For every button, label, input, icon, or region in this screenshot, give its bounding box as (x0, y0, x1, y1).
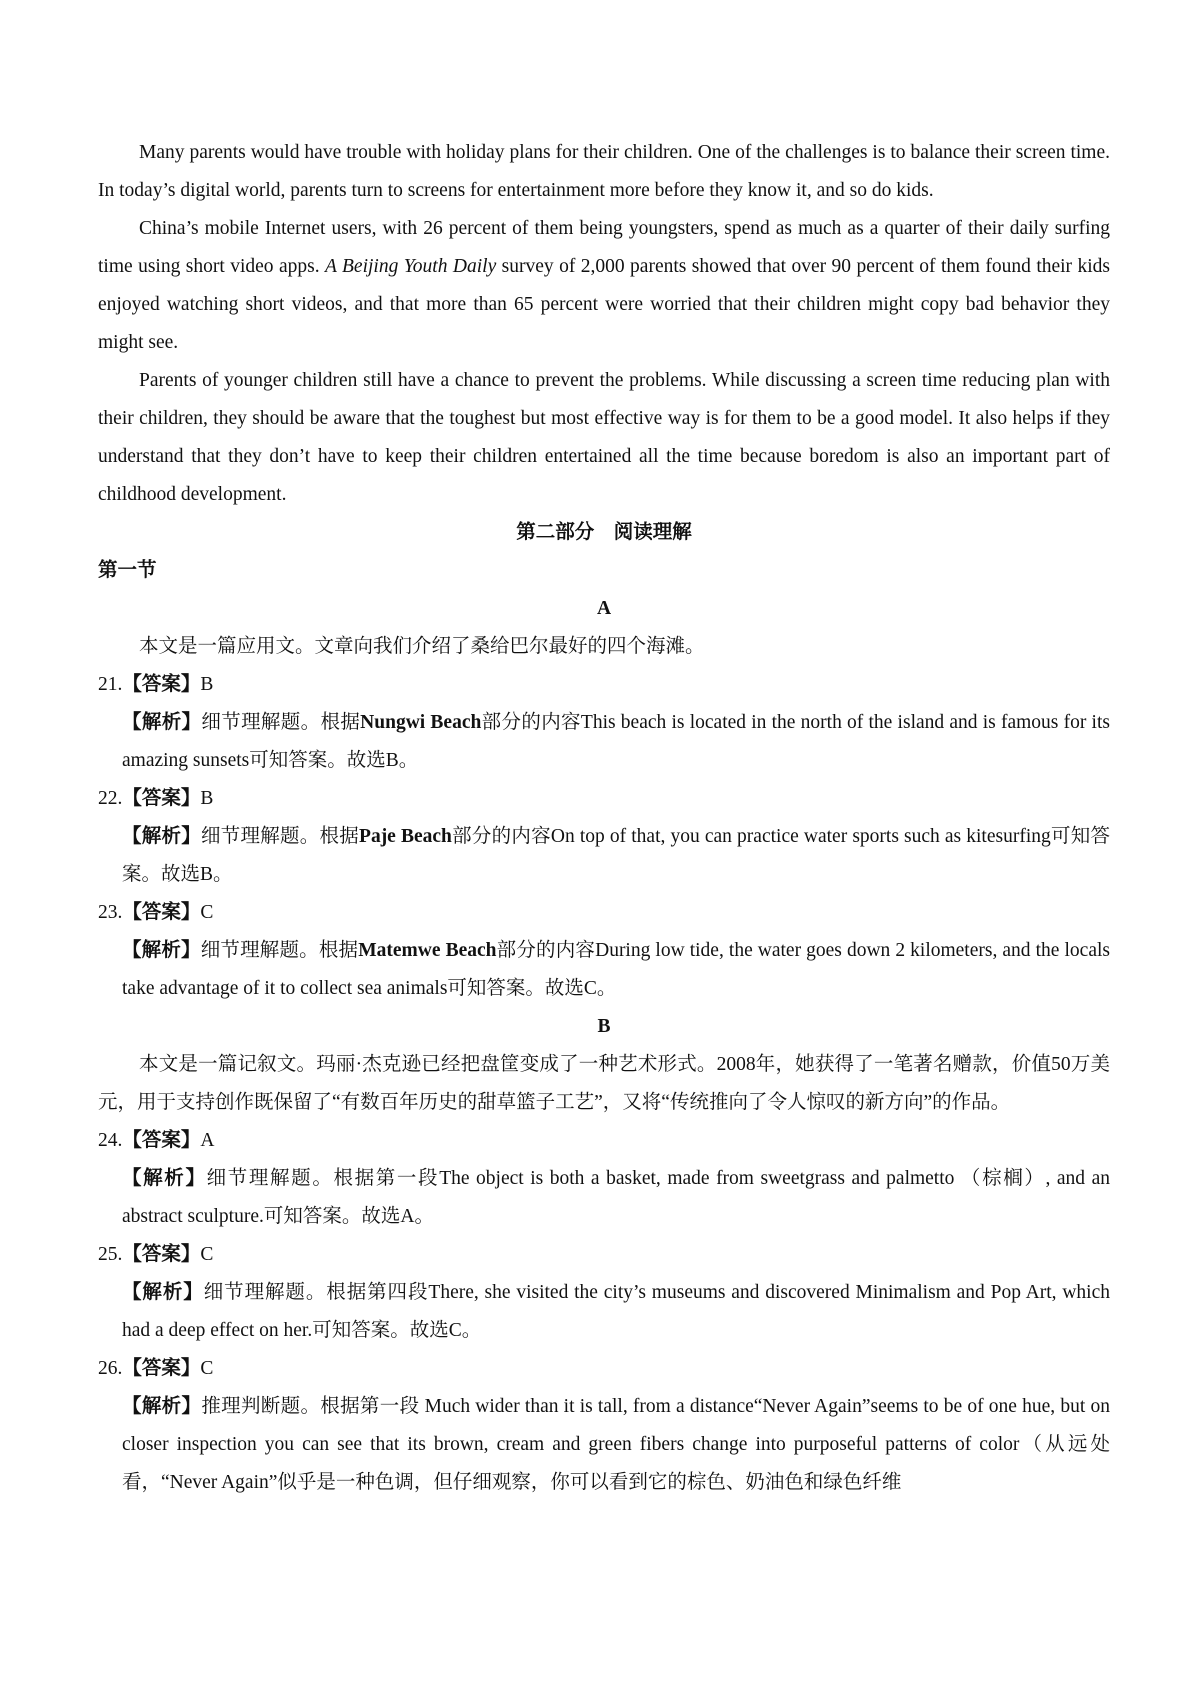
answer-value: C (200, 1358, 214, 1379)
explanation-tag: 【解析】 (122, 1282, 204, 1303)
answer-line-23 (98, 894, 1110, 932)
explanation-text-post: 部分的内容During low tide, the water goes down 2 kilometers, and the locals take advantage of it to collect sea animals可知答案。故选C。 (122, 940, 1110, 999)
answer-tag: 【答案】 (122, 902, 201, 923)
section-b-letter: B (597, 1016, 611, 1037)
explanation-text-pre: 细节理解题。根据 (201, 826, 360, 847)
passage-paragraph-2-text-a: China’s mobile Internet users, with 26 percent of them being youngsters, spend as much as a quarter of their daily surfing time using short video apps. (98, 218, 1110, 277)
answer-value: B (200, 674, 214, 695)
question-number: 26. (98, 1358, 123, 1379)
passage-paragraph-2 (98, 210, 1110, 362)
answer-tag: 【答案】 (122, 788, 201, 809)
section-b-intro: 本文是一篇记叙文。玛丽·杰克逊已经把盘筐变成了一种艺术形式。2008年，她获得了一笔著名赠款，价值50万美元，用于支持创作既保留了“有数百年历史的甜草篮子工艺”，又将“传统推向了令人惊叹的新方向”的作品。 (98, 1054, 1110, 1113)
explanation-text: 细节理解题。根据第四段There, she visited the city’s museums and discovered Minimalism and Pop Art, which had a deep effect on her.可知答案。故选C。 (122, 1282, 1110, 1341)
explanation-26 (98, 1388, 1110, 1502)
question-number: 23. (98, 902, 123, 923)
question-number: 25. (98, 1244, 123, 1265)
answer-value: C (200, 902, 214, 923)
section-title: 第一节 (98, 560, 157, 581)
answer-line-22 (98, 780, 1110, 818)
explanation-tag: 【解析】 (122, 1396, 202, 1417)
answer-value: B (200, 788, 214, 809)
explanation-22 (98, 818, 1110, 894)
explanation-text: 推理判断题。根据第一段 Much wider than it is tall, from a distance“Never Again”seems to be of one hue, but on closer inspection you can see that its brown, cream and green fibers change into purposeful patterns of color（从远处看，“Never Again”似乎是一种色调，但仔细观察，你可以看到它的棕色、奶油色和绿色纤维 (122, 1396, 1110, 1493)
answer-value: C (200, 1244, 214, 1265)
answer-tag: 【答案】 (122, 1130, 201, 1151)
explanation-text: 细节理解题。根据第一段The object is both a basket, made from sweetgrass and palmetto （棕榈）, and an abstract sculpture.可知答案。故选A。 (122, 1168, 1110, 1227)
answer-tag: 【答案】 (122, 1244, 201, 1265)
passage-paragraph-2-text-b: survey of 2,000 parents showed that over 90 percent of them found their kids enjoyed watching short videos, and that more than 65 percent were worried that their children might copy bad behavior they might see. (98, 256, 1110, 353)
answer-line-26 (98, 1350, 1110, 1388)
explanation-text-post: 部分的内容This beach is located in the north of the island and is famous for its amazing sunsets可知答案。故选B。 (122, 712, 1110, 771)
explanation-24 (98, 1160, 1110, 1236)
explanation-heading-ref: Nungwi Beach (360, 712, 482, 733)
answer-tag: 【答案】 (122, 1358, 201, 1379)
part-title: 第二部分 阅读理解 (516, 522, 692, 543)
explanation-text-pre: 细节理解题。根据 (200, 940, 359, 961)
section-a-letter: A (596, 598, 612, 619)
question-number: 22. (98, 788, 123, 809)
question-number: 24. (98, 1130, 123, 1151)
explanation-text-pre: 细节理解题。根据 (201, 712, 361, 733)
answer-tag: 【答案】 (122, 674, 201, 695)
answer-line-21 (98, 666, 1110, 704)
explanation-tag: 【解析】 (122, 940, 201, 961)
explanation-text-post: 部分的内容On top of that, you can practice water sports such as kitesurfing可知答案。故选B。 (122, 826, 1110, 885)
passage-paragraph-1: Many parents would have trouble with holiday plans for their children. One of the challenges is to balance their screen time. In today’s digital world, parents turn to screens for entertainment more before they know it, and so do kids. (98, 142, 1110, 201)
explanation-tag: 【解析】 (122, 1168, 207, 1189)
explanation-25 (98, 1274, 1110, 1350)
explanation-21 (98, 704, 1110, 780)
explanation-heading-ref: Matemwe Beach (358, 940, 497, 961)
explanation-tag: 【解析】 (122, 826, 202, 847)
section-a-intro: 本文是一篇应用文。文章向我们介绍了桑给巴尔最好的四个海滩。 (139, 636, 705, 657)
newspaper-title: A Beijing Youth Daily (325, 256, 497, 277)
question-number: 21. (98, 674, 123, 695)
passage-paragraph-3: Parents of younger children still have a chance to prevent the problems. While discussing a screen time reducing plan with their children, they should be aware that the toughest but most effective way is for them to be a good model. It also helps if they understand that they don’t have to keep their children entertained all the time because boredom is also an important part of childhood development. (98, 370, 1110, 505)
explanation-23 (98, 932, 1110, 1008)
answer-line-25 (98, 1236, 1110, 1274)
document-page (98, 134, 1110, 1502)
answer-value: A (200, 1130, 215, 1151)
explanation-tag: 【解析】 (122, 712, 202, 733)
answer-line-24 (98, 1122, 1110, 1160)
explanation-heading-ref: Paje Beach (359, 826, 452, 847)
